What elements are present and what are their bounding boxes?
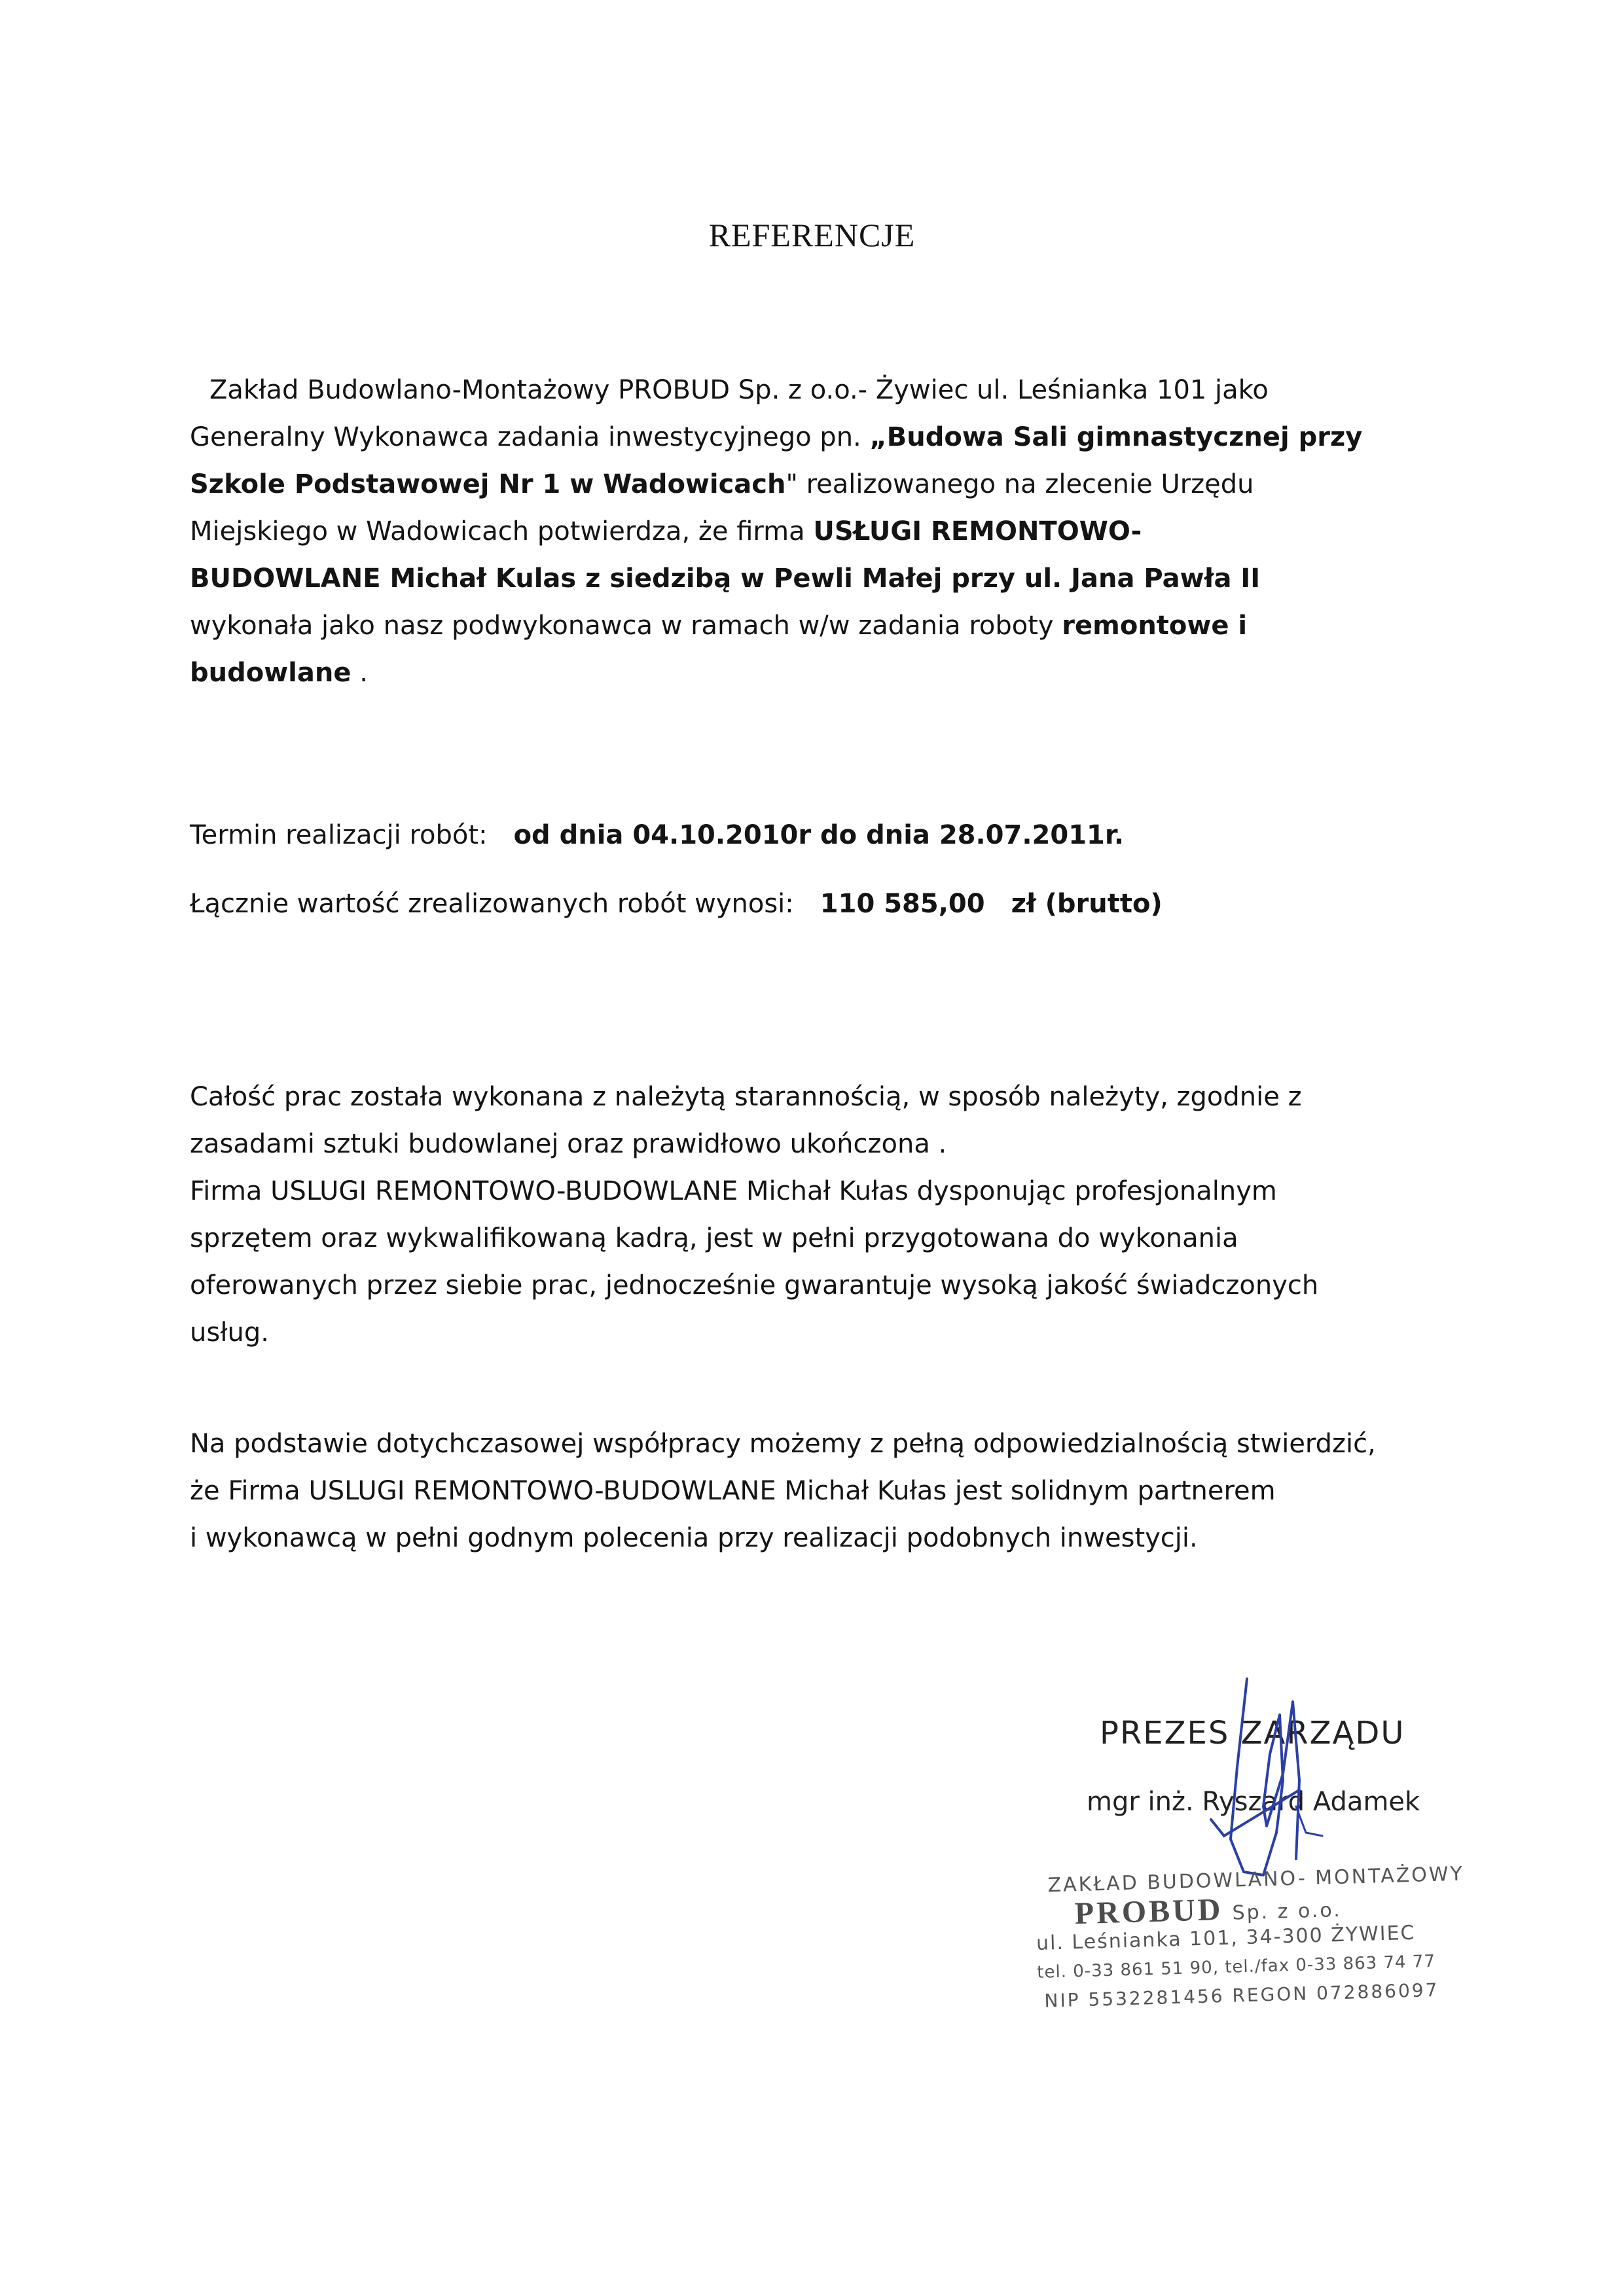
value-line	[190, 880, 1453, 927]
stamp-address: ul. Leśnianka 101, 34-300 ŻYWIEC	[1036, 1921, 1416, 1955]
intro-text: Generalny Wykonawca zadania inwestycyjnego pn.	[190, 422, 870, 452]
contractor-name: USŁUGI REMONTOWO-	[813, 516, 1142, 547]
document-title: REFERENCJE	[708, 217, 916, 253]
value-amount: 110 585,00	[820, 889, 985, 919]
stamp-brand-suffix: Sp. z o.o.	[1232, 1898, 1343, 1925]
intro-line	[190, 555, 1453, 602]
signature-block	[1087, 1702, 1545, 1859]
paragraph-line: Na podstawie dotychczasowej współpracy możemy z pełną odpowiedzialnością stwierdzić,	[190, 1429, 1376, 1459]
term-value: od dnia 04.10.2010r do dnia 28.07.2011r.	[513, 820, 1125, 850]
quality-paragraph	[190, 1073, 1453, 1356]
paragraph-line: Całość prac została wykonana z należytą starannością, w sposób należyty, zgodnie z	[190, 1082, 1302, 1112]
intro-text: " realizowanego na zlecenie Urzędu	[785, 469, 1254, 499]
stamp-ids: NIP 5532281456 REGON 072886097	[1044, 1979, 1439, 2012]
handwritten-signature-icon	[1185, 1676, 1381, 1885]
project-name: Szkole Podstawowej Nr 1 w Wadowicach	[190, 469, 786, 499]
intro-line: Zakład Budowlano-Montażowy PROBUD Sp. z o.o.- Żywiec ul. Leśnianka 101 jako	[209, 375, 1269, 405]
contractor-name: BUDOWLANE Michał Kulas z siedzibą w Pewli Małej przy ul. Jana Pawła II	[190, 564, 1261, 594]
value-row	[190, 880, 1453, 927]
intro-line	[190, 461, 1453, 508]
term-row	[190, 812, 1453, 859]
value-currency: zł (brutto)	[1011, 889, 1163, 919]
stamp-phones: tel. 0-33 861 51 90, tel./fax 0-33 863 74 77	[1036, 1951, 1436, 1982]
intro-text: .	[351, 658, 368, 688]
intro-line	[190, 414, 1453, 461]
stamp-company-type: ZAKŁAD BUDOWLANO- MONTAŻOWY	[1047, 1862, 1465, 1897]
term-line	[190, 812, 1453, 859]
paragraph-line: usług.	[190, 1318, 270, 1348]
value-label: Łącznie wartość zrealizowanych robót wynosi:	[190, 889, 794, 919]
paragraph-line: oferowanych przez siebie prac, jednocześnie gwarantuje wysoką jakość świadczonych	[190, 1270, 1319, 1300]
intro-text: Miejskiego w Wadowicach potwierdza, że firma	[190, 516, 814, 547]
paragraph-line: że Firma USLUGI REMONTOWO-BUDOWLANE Michał Kułas jest solidnym partnerem	[190, 1476, 1276, 1506]
signatory-name: mgr inż. Ryszard Adamek	[1087, 1787, 1420, 1817]
paragraph-line: i wykonawcą w pełni godnym polecenia przy realizacji podobnych inwestycji.	[190, 1523, 1198, 1553]
signatory-title: PREZES ZARZĄDU	[1100, 1715, 1405, 1751]
intro-text: wykonała jako nasz podwykonawca w ramach w/w zadania roboty	[190, 611, 1062, 641]
paragraph-line: sprzętem oraz wykwalifikowaną kadrą, jest w pełni przygotowana do wykonania	[190, 1223, 1238, 1253]
paragraph-line: zasadami sztuki budowlanej oraz prawidłowo ukończona .	[190, 1129, 947, 1159]
intro-line	[190, 602, 1453, 649]
work-type: remontowe i	[1062, 611, 1248, 641]
stamp-brand: PROBUD	[1074, 1892, 1224, 1931]
intro-line	[190, 508, 1453, 555]
paragraph-line: Firma USLUGI REMONTOWO-BUDOWLANE Michał Kułas dysponując profesjonalnym	[190, 1176, 1277, 1206]
work-type: budowlane	[190, 658, 352, 688]
term-label: Termin realizacji robót:	[190, 820, 488, 850]
project-name: „Budowa Sali gimnastycznej przy	[869, 422, 1363, 452]
intro-paragraph	[190, 367, 1453, 696]
intro-line	[190, 649, 1453, 696]
recommendation-paragraph	[190, 1420, 1453, 1562]
company-stamp	[1034, 1859, 1483, 2016]
